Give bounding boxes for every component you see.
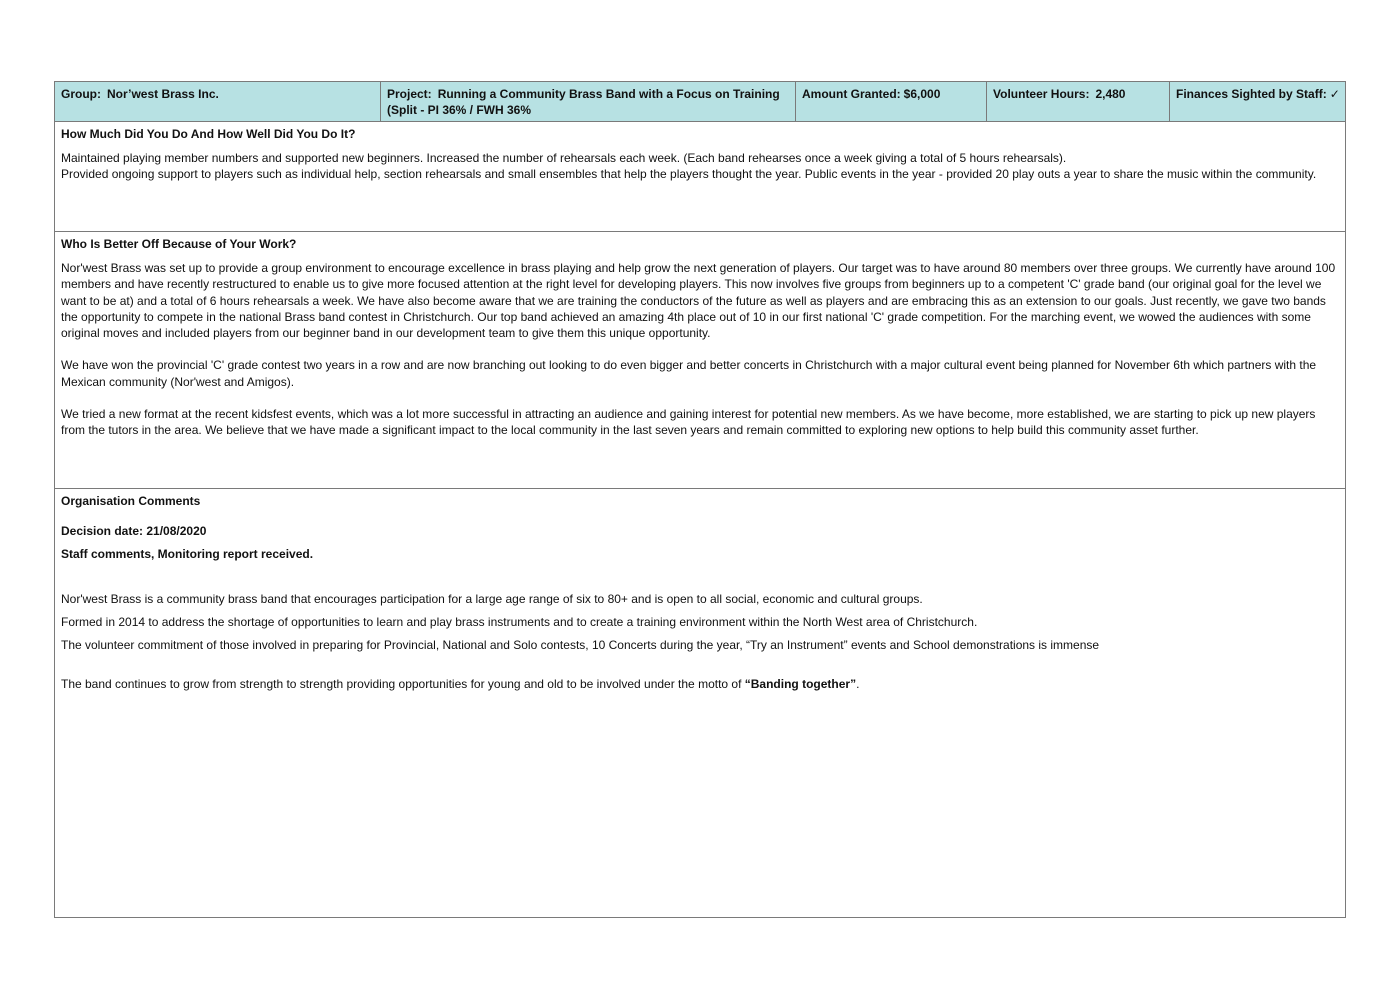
how-much-line: Maintained playing member numbers and supported new beginners. Increased the number of rehearsals each week. (Each band rehearses once a week giving a total of 5 hours rehearsals). bbox=[61, 151, 1067, 165]
org-comment-paragraph: The volunteer commitment of those involved in preparing for Provincial, National and Solo contests, 10 Concerts during the year, “Try an Instrument” events and School demonstrations is immense bbox=[61, 638, 1100, 652]
spacer bbox=[61, 569, 1339, 591]
spacer bbox=[61, 660, 1339, 676]
organisation-comments-section bbox=[55, 489, 1345, 917]
checkmark-icon: ✓ bbox=[1329, 87, 1340, 101]
report-header-row bbox=[55, 82, 1345, 122]
org-comments-title: Organisation Comments bbox=[61, 494, 201, 508]
project-cell bbox=[381, 82, 796, 121]
volunteer-label: Volunteer Hours: bbox=[993, 87, 1090, 101]
better-off-paragraph: We have won the provincial 'C' grade contest two years in a row and are now branching out looking to do even bigger and better concerts in Christchurch with a major cultural event being planned for November 6th which partners with the Mexican community (Nor'west and Amigos). bbox=[61, 358, 1317, 389]
project-label: Project: bbox=[387, 87, 432, 101]
finances-sighted-cell bbox=[1170, 82, 1345, 121]
group-cell bbox=[55, 82, 381, 121]
better-off-paragraph: Nor'west Brass was set up to provide a group environment to encourage excellence in brass playing and help grow the next generation of players. Our target was to have around 80 members over three groups. We currently have around 100 members and have recently restructured to enable us to give more focused attention at the right level for developing players. This now involves five groups from beginners up to a competent 'C' grade band (our original goal for the level we want to be at) and a total of 6 hours rehearsals a week. We have also become aware that we are training the conductors of the future as well as players and are embracing this as an extension to our goals. Just recently, we gave two bands the opportunity to compete in the national Brass band contest in Christchurch. Our top band achieved an amazing 4th place out of 10 in our first national 'C' grade competition. For the marching event, we wowed the audiences with some original moves and included players from our beginner band in our development team to give them this unique opportunity. bbox=[61, 261, 1336, 341]
how-much-title: How Much Did You Do And How Well Did You Do It? bbox=[61, 127, 356, 141]
how-much-line: Provided ongoing support to players such as individual help, section rehearsals and small ensembles that help the players thought the year. Public events in the year - provided 20 play outs a year to share the music within the community. bbox=[61, 167, 1317, 182]
amount-granted-cell bbox=[796, 82, 987, 121]
project-value: Running a Community Brass Band with a Focus on Training (Split - PI 36% / FWH 36% bbox=[387, 87, 780, 117]
group-value: Nor’west Brass Inc. bbox=[107, 87, 219, 101]
monitoring-report-table bbox=[54, 81, 1346, 918]
closing-prefix: The band continues to grow from strength to strength providing opportunities for young and old to be involved under the motto of bbox=[61, 677, 745, 691]
finances-label: Finances Sighted by Staff: bbox=[1176, 87, 1327, 101]
decision-date: Decision date: 21/08/2020 bbox=[61, 524, 207, 538]
amount-value: $6,000 bbox=[903, 87, 941, 101]
staff-comments: Staff comments, Monitoring report received. bbox=[61, 547, 314, 561]
volunteer-hours-cell bbox=[987, 82, 1170, 121]
volunteer-value: 2,480 bbox=[1095, 87, 1126, 101]
amount-label: Amount Granted: bbox=[802, 87, 901, 101]
group-label: Group: bbox=[61, 87, 101, 101]
better-off-section bbox=[55, 232, 1345, 489]
motto: “Banding together” bbox=[744, 677, 857, 691]
closing-suffix: . bbox=[856, 677, 860, 691]
closing-statement bbox=[61, 676, 1339, 692]
better-off-paragraph: We tried a new format at the recent kidsfest events, which was a lot more successful in attracting an audience and gaining interest for potential new members. As we have become, more established, we are starting to pick up new players from the tutors in the area. We believe that we have made a significant impact to the local community in the last seven years and remain committed to exploring new options to help build this community asset further. bbox=[61, 407, 1316, 438]
org-comment-paragraph: Nor'west Brass is a community brass band that encourages participation for a large age range of six to 80+ and is open to all social, economic and cultural groups. bbox=[61, 592, 923, 606]
org-comment-paragraph: Formed in 2014 to address the shortage of opportunities to learn and play brass instruments and to create a training environment within the North West area of Christchurch. bbox=[61, 615, 978, 629]
how-much-section bbox=[55, 122, 1345, 232]
better-off-title: Who Is Better Off Because of Your Work? bbox=[61, 237, 297, 251]
